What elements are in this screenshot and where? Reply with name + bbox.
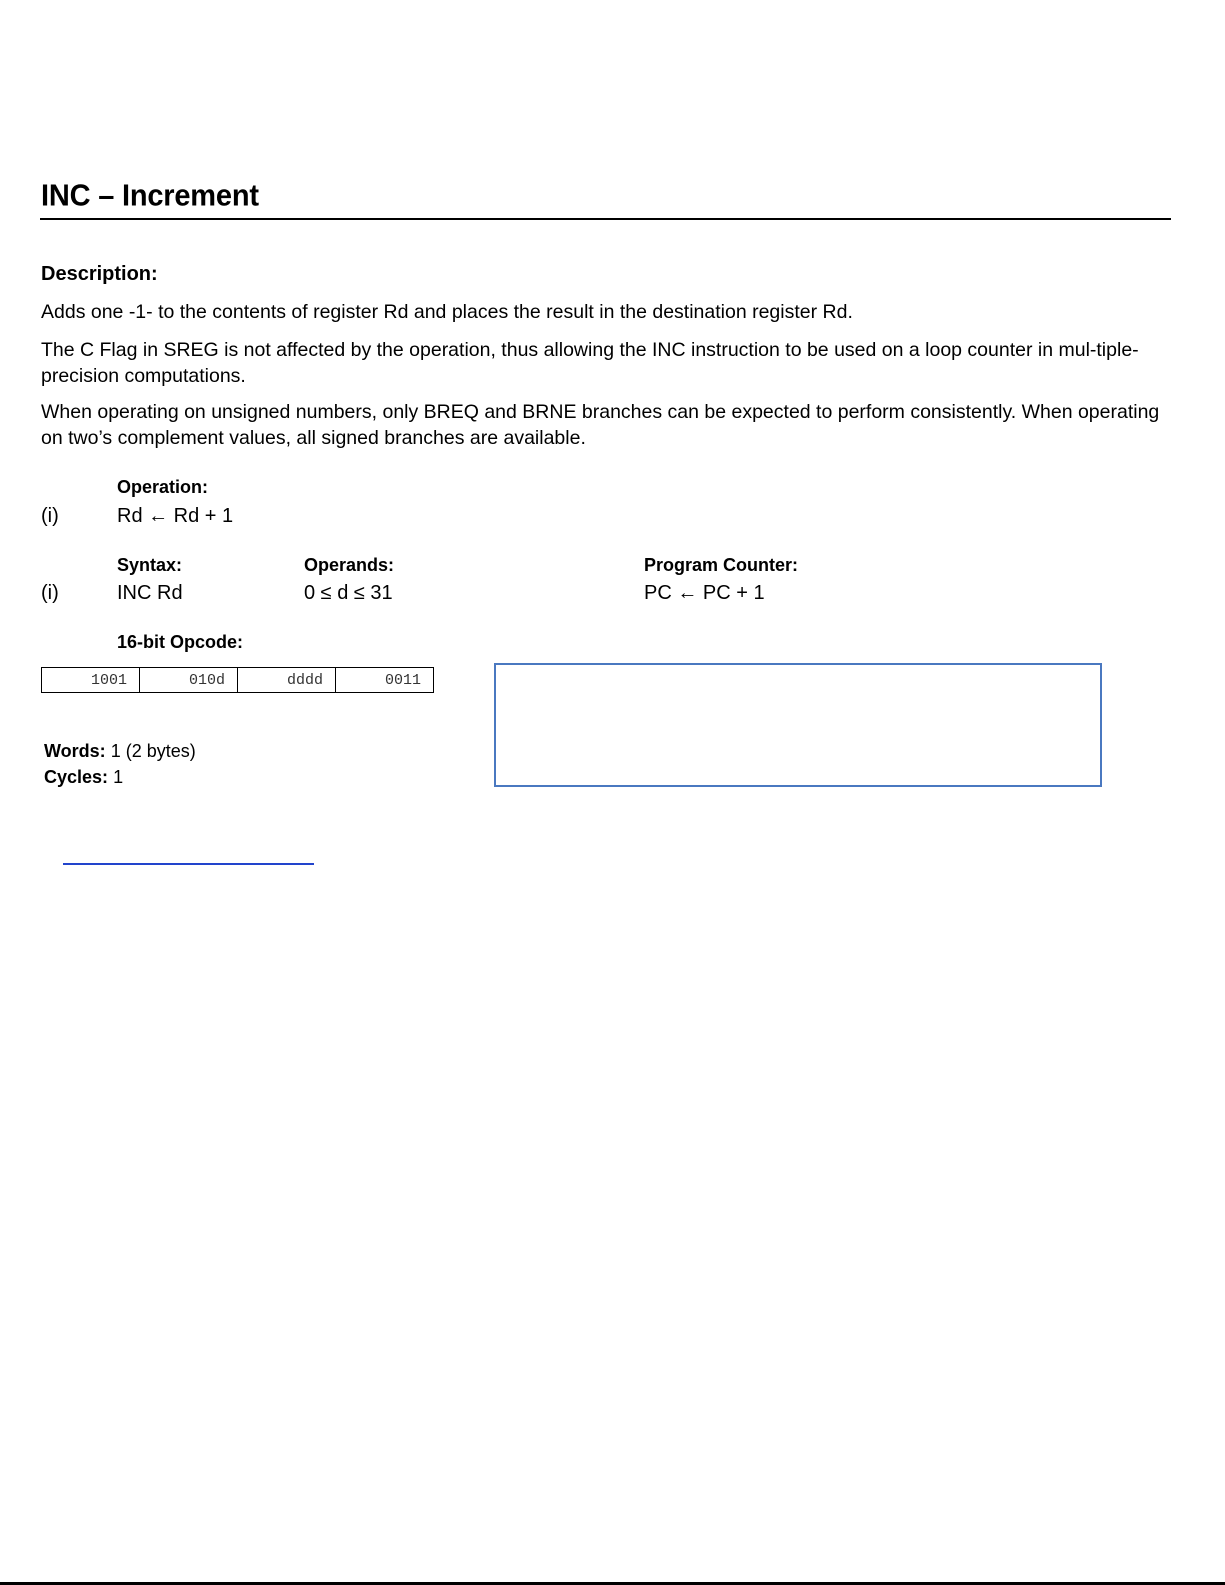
program-counter-value: PC ← PC + 1 <box>644 582 765 604</box>
opcode-label: 16-bit Opcode: <box>117 632 244 652</box>
syntax-label: Syntax: <box>117 555 183 575</box>
words-label: Words: <box>44 741 106 761</box>
description-heading: Description: <box>41 263 158 285</box>
link-underline[interactable] <box>63 863 314 865</box>
opcode-cell: dddd <box>238 668 336 693</box>
words-row <box>44 741 196 762</box>
words-value: 1 (2 bytes) <box>110 741 196 761</box>
opcode-cell: 0011 <box>336 668 434 693</box>
description-paragraph-2: The C Flag in SREG is not affected by the operation, thus allowing the INC instruction to be used on a loop counter in mul-tiple-precision computations. <box>41 339 1139 387</box>
description-paragraph-3: When operating on unsigned numbers, only BREQ and BRNE branches can be expected to perform consistently. When operating on two’s complement values, all signed branches are available. <box>41 401 1160 449</box>
opcode-cell: 010d <box>140 668 238 693</box>
operation-label: Operation: <box>117 477 209 497</box>
empty-annotation-box <box>494 663 1102 787</box>
operation-expression: Rd ← Rd + 1 <box>117 505 234 527</box>
cycles-value: 1 <box>113 767 124 787</box>
description-paragraph-1: Adds one -1- to the contents of register Rd and places the result in the destination register Rd. <box>41 301 853 323</box>
syntax-index: (i) <box>41 582 59 604</box>
cycles-label: Cycles: <box>44 767 109 787</box>
cycles-row <box>44 767 123 788</box>
syntax-value: INC Rd <box>117 582 183 604</box>
page-title: INC – Increment <box>41 179 259 213</box>
program-counter-label: Program Counter: <box>644 555 799 575</box>
operands-label: Operands: <box>304 555 395 575</box>
title-divider <box>40 218 1171 220</box>
opcode-cell: 1001 <box>42 668 140 693</box>
operands-value: 0 ≤ d ≤ 31 <box>304 582 393 604</box>
opcode-table <box>41 667 434 693</box>
operation-index: (i) <box>41 505 59 527</box>
